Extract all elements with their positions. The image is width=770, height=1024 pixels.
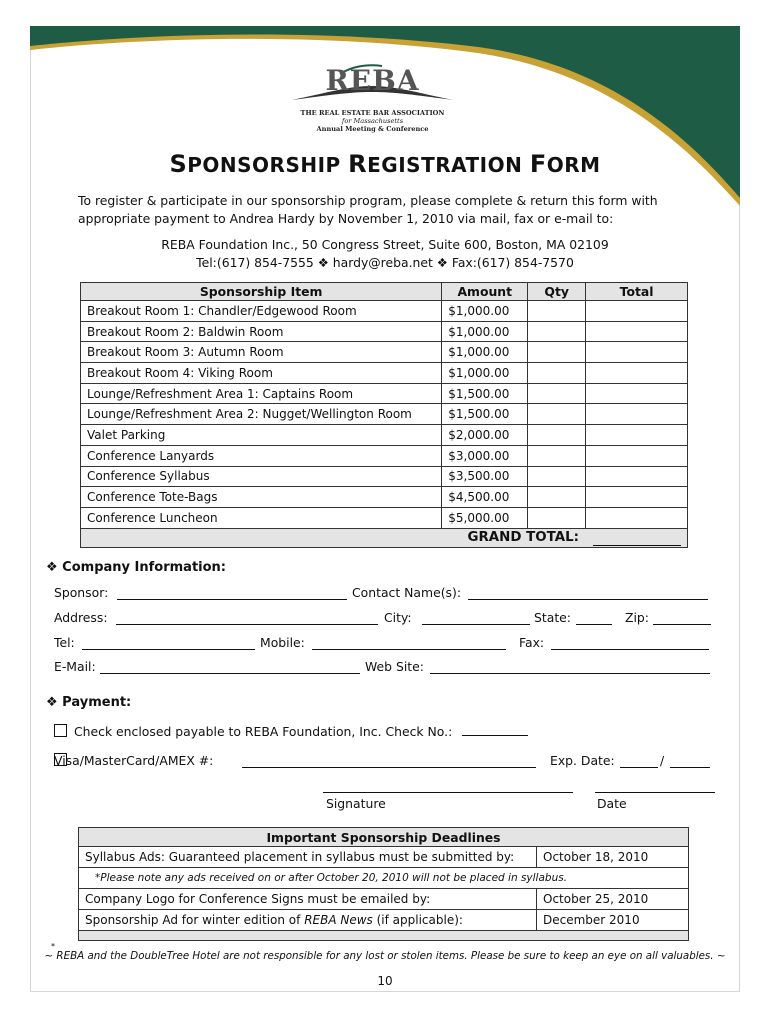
syllabus-note: *Please note any ads received on or after October 20, 2010 will not be placed in syllabus.	[79, 868, 689, 889]
item-name: Breakout Room 3: Autumn Room	[81, 342, 442, 363]
city-label: City:	[384, 610, 412, 625]
item-qty-field[interactable]	[528, 383, 586, 404]
item-name: Breakout Room 2: Baldwin Room	[81, 321, 442, 342]
sponsor-label: Sponsor:	[54, 585, 109, 600]
table-row	[81, 466, 688, 487]
item-total-field[interactable]	[586, 363, 688, 384]
email-row	[54, 659, 714, 679]
deadline-date: October 25, 2010	[537, 889, 689, 910]
table-row	[79, 847, 689, 868]
item-name: Lounge/Refreshment Area 2: Nugget/Wellington Room	[81, 404, 442, 425]
table-row	[81, 445, 688, 466]
website-label: Web Site:	[365, 659, 424, 674]
col-header-item: Sponsorship Item	[81, 283, 442, 301]
item-qty-field[interactable]	[528, 445, 586, 466]
state-label: State:	[534, 610, 571, 625]
exp-month-field[interactable]	[620, 753, 658, 768]
state-field[interactable]	[576, 610, 612, 625]
payment-heading: ❖ Payment:	[46, 695, 132, 710]
item-name: Conference Lanyards	[81, 445, 442, 466]
sponsor-row	[54, 585, 714, 605]
grand-total-cell	[81, 528, 688, 547]
signature-field[interactable]	[323, 792, 573, 793]
item-amount: $1,500.00	[442, 404, 528, 425]
check-checkbox[interactable]	[54, 724, 67, 737]
deadline-label: Sponsorship Ad for winter edition of REBA News (if applicable):	[79, 910, 537, 931]
grand-total-field[interactable]	[593, 530, 681, 546]
item-total-field[interactable]	[586, 301, 688, 322]
date-field[interactable]	[595, 792, 715, 793]
sponsor-field[interactable]	[117, 585, 347, 600]
table-row	[79, 910, 689, 931]
grand-total-label: GRAND TOTAL:	[467, 529, 579, 545]
item-total-field[interactable]	[586, 342, 688, 363]
reba-logo	[290, 62, 455, 142]
item-qty-field[interactable]	[528, 301, 586, 322]
tel-field[interactable]	[82, 635, 255, 650]
item-total-field[interactable]	[586, 466, 688, 487]
item-name: Valet Parking	[81, 425, 442, 446]
contact-name-field[interactable]	[468, 585, 708, 600]
table-row	[81, 425, 688, 446]
mailing-address: REBA Foundation Inc., 50 Congress Street, Suite 600, Boston, MA 02109 Tel:(617) 854-7555 ❖ hardy@reba.net ❖ Fax:(617) 854-7570	[161, 237, 609, 270]
phone-row	[54, 635, 714, 655]
city-field[interactable]	[422, 610, 530, 625]
check-number-field[interactable]	[462, 723, 528, 736]
card-number-field[interactable]	[242, 753, 536, 768]
form-title: SPONSORSHIP REGISTRATION FORM	[169, 150, 601, 178]
item-qty-field[interactable]	[528, 321, 586, 342]
item-name: Breakout Room 4: Viking Room	[81, 363, 442, 384]
card-label: Visa/MasterCard/AMEX #:	[54, 753, 214, 768]
intro-text: To register & participate in our sponsorship program, please complete & return this form with appropriate payment to Andrea Hardy by November 1, 2010 via mail, fax or e-mail to:	[78, 193, 658, 226]
fax-field[interactable]	[551, 635, 709, 650]
item-total-field[interactable]	[586, 507, 688, 528]
address-field[interactable]	[116, 610, 378, 625]
item-name: Lounge/Refreshment Area 1: Captains Room	[81, 383, 442, 404]
email-field[interactable]	[100, 659, 360, 674]
item-qty-field[interactable]	[528, 507, 586, 528]
deadline-label: Syllabus Ads: Guaranteed placement in syllabus must be submitted by:	[79, 847, 537, 868]
signature-label: Signature	[326, 796, 386, 811]
item-name: Conference Syllabus	[81, 466, 442, 487]
item-amount: $5,000.00	[442, 507, 528, 528]
item-name: Conference Luncheon	[81, 507, 442, 528]
exp-slash: /	[660, 753, 665, 768]
mobile-label: Mobile:	[260, 635, 305, 650]
page-number: 10	[377, 974, 393, 988]
deadlines-header: Important Sponsorship Deadlines	[79, 828, 689, 847]
item-total-field[interactable]	[586, 404, 688, 425]
table-row	[79, 889, 689, 910]
table-row	[79, 868, 689, 889]
table-row	[81, 404, 688, 425]
logo-wordmark: REBA	[325, 64, 420, 97]
col-header-total: Total	[586, 283, 688, 301]
item-total-field[interactable]	[586, 425, 688, 446]
zip-label: Zip:	[625, 610, 649, 625]
address-row	[54, 610, 714, 630]
sponsorship-items-table	[80, 282, 688, 548]
table-row	[81, 487, 688, 508]
email-label: E-Mail:	[54, 659, 96, 674]
table-row	[81, 321, 688, 342]
exp-year-field[interactable]	[670, 753, 710, 768]
item-total-field[interactable]	[586, 383, 688, 404]
item-amount: $1,000.00	[442, 321, 528, 342]
item-amount: $1,000.00	[442, 342, 528, 363]
item-amount: $3,000.00	[442, 445, 528, 466]
item-qty-field[interactable]	[528, 466, 586, 487]
website-field[interactable]	[430, 659, 710, 674]
date-label: Date	[597, 796, 627, 811]
mobile-field[interactable]	[312, 635, 506, 650]
footnote-star: *	[51, 942, 55, 951]
company-info-heading: ❖ Company Information:	[46, 560, 226, 575]
table-footer-row	[79, 931, 689, 941]
fax-label: Fax:	[519, 635, 545, 650]
card-row	[54, 753, 714, 773]
table-row	[81, 383, 688, 404]
item-name: Conference Tote-Bags	[81, 487, 442, 508]
item-amount: $1,000.00	[442, 301, 528, 322]
table-row	[81, 363, 688, 384]
item-amount: $2,000.00	[442, 425, 528, 446]
table-row	[81, 507, 688, 528]
deadline-date: October 18, 2010	[537, 847, 689, 868]
grand-total-row	[81, 528, 688, 547]
disclaimer: ~ REBA and the DoubleTree Hotel are not responsible for any lost or stolen items. Please be sure to keep an eye on all valuables. ~	[44, 950, 726, 962]
item-total-field[interactable]	[586, 445, 688, 466]
tel-label: Tel:	[54, 635, 75, 650]
item-qty-field[interactable]	[528, 425, 586, 446]
item-total-field[interactable]	[586, 321, 688, 342]
item-qty-field[interactable]	[528, 487, 586, 508]
item-qty-field[interactable]	[528, 404, 586, 425]
item-qty-field[interactable]	[528, 363, 586, 384]
table-row	[81, 301, 688, 322]
item-total-field[interactable]	[586, 487, 688, 508]
deadline-date: December 2010	[537, 910, 689, 931]
deadline-label: Company Logo for Conference Signs must be emailed by:	[79, 889, 537, 910]
item-amount: $1,500.00	[442, 383, 528, 404]
item-amount: $4,500.00	[442, 487, 528, 508]
deadlines-table	[78, 827, 689, 941]
item-qty-field[interactable]	[528, 342, 586, 363]
item-amount: $3,500.00	[442, 466, 528, 487]
check-row	[54, 723, 528, 739]
exp-date-label: Exp. Date:	[550, 753, 615, 768]
col-header-amount: Amount	[442, 283, 528, 301]
item-name: Breakout Room 1: Chandler/Edgewood Room	[81, 301, 442, 322]
item-amount: $1,000.00	[442, 363, 528, 384]
logo-subtitle: THE REAL ESTATE BAR ASSOCIATION for Massachusetts Annual Meeting & Conference	[300, 109, 445, 133]
contact-name-label: Contact Name(s):	[352, 585, 461, 600]
address-label: Address:	[54, 610, 108, 625]
zip-field[interactable]	[653, 610, 711, 625]
col-header-qty: Qty	[528, 283, 586, 301]
check-label: Check enclosed payable to REBA Foundation, Inc. Check No.:	[74, 724, 453, 739]
table-header-row	[81, 283, 688, 301]
table-row	[81, 342, 688, 363]
